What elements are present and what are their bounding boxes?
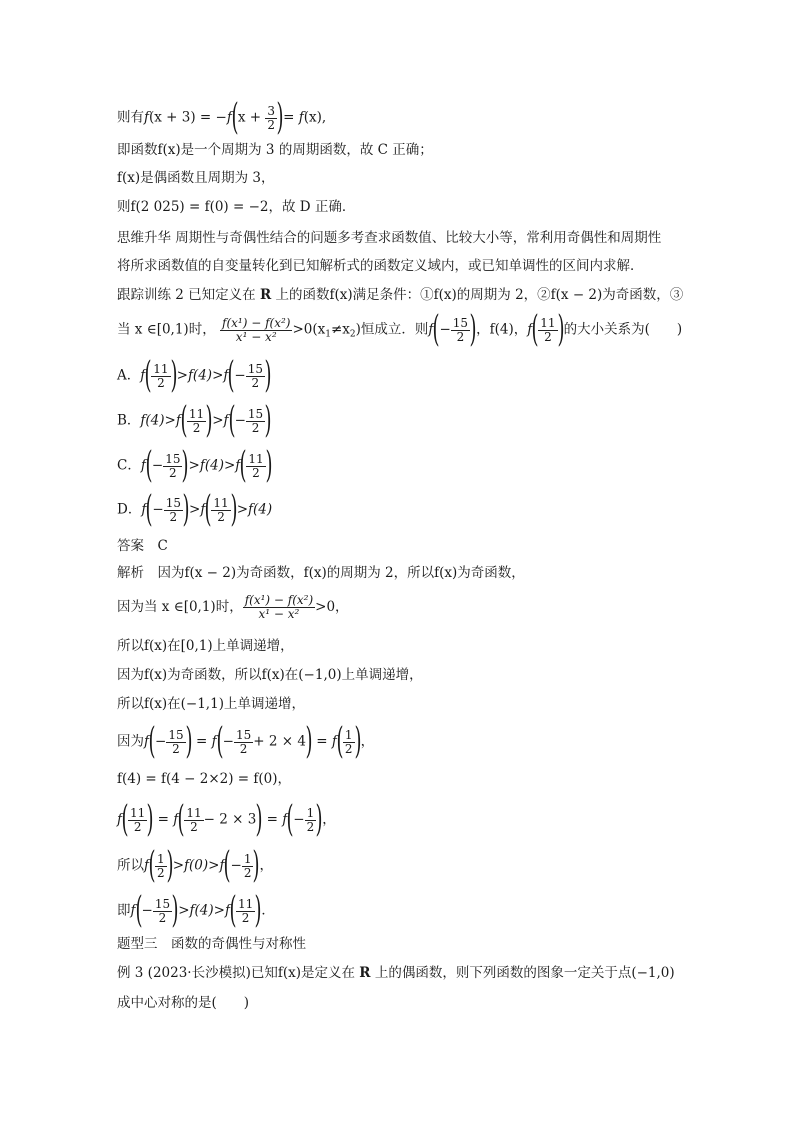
example-line-1 — [117, 963, 675, 983]
numerator: 15 — [154, 896, 171, 911]
f4: f(4) — [248, 501, 273, 518]
text: )恒成立．则 — [355, 321, 429, 338]
text: x + — [237, 109, 262, 126]
numerator: 11 — [237, 896, 254, 911]
denominator: 2 — [169, 465, 177, 480]
minus-sign: − — [439, 321, 451, 338]
f-symbol: f — [175, 412, 181, 429]
denominator: 2 — [252, 465, 260, 480]
solution-line-10 — [117, 890, 275, 931]
fraction — [163, 453, 182, 480]
bracket-right: ) — [557, 309, 565, 350]
gt: > — [213, 902, 225, 919]
denominator: x¹ − x² — [258, 607, 300, 621]
solution-line-4: 因为f(x)为奇函数，所以f(x)在(−1,0)上单调递增， — [117, 667, 423, 683]
bracket-left: ( — [145, 445, 153, 486]
bracket-left: ( — [135, 890, 143, 931]
f-symbol: f — [223, 367, 229, 384]
numerator: 11 — [186, 805, 202, 820]
f4: f(4) — [140, 412, 165, 429]
gt: > — [178, 902, 190, 919]
numerator: 11 — [130, 805, 146, 820]
numerator: 1 — [157, 851, 165, 866]
denominator: 2 — [267, 117, 276, 132]
f-symbol: f — [140, 367, 146, 384]
f-symbol: f — [200, 501, 206, 518]
gt: > — [212, 367, 224, 384]
gt: > — [189, 501, 201, 518]
f4: f(4) — [189, 902, 214, 919]
bracket-left: ( — [336, 721, 344, 762]
bracket-left: ( — [227, 355, 235, 396]
bracket-right: ) — [264, 400, 272, 441]
option-a[interactable] — [117, 355, 272, 396]
option-label: B． — [117, 412, 141, 429]
f-symbol: f — [144, 857, 149, 874]
numerator: 1 — [243, 851, 252, 866]
f-symbol: f — [527, 321, 533, 338]
minus-sign: − — [234, 367, 246, 384]
minus-sign: − — [151, 457, 164, 474]
fraction-monotonic — [243, 594, 315, 621]
f-symbol: f — [223, 412, 229, 429]
bracket-right: ) — [315, 799, 323, 840]
denominator: 2 — [251, 420, 260, 435]
answer: 答案 C — [117, 538, 168, 554]
bracket-left: ( — [148, 845, 156, 886]
minus-sign: − — [141, 902, 153, 919]
minus-sign: − — [293, 811, 305, 828]
line-1 — [117, 97, 327, 138]
bracket-right: ) — [146, 799, 154, 840]
fraction — [343, 729, 355, 756]
tip-line-2: 将所求函数值的自变量转化到已知解析式的函数定义域内，或已知单调性的区间内求解． — [117, 258, 644, 274]
denominator: 2 — [169, 509, 178, 524]
bracket-right: ) — [264, 355, 272, 396]
numerator: 1 — [344, 727, 353, 742]
numerator: 11 — [540, 315, 556, 330]
solution-line-6 — [117, 721, 375, 762]
text: = — [283, 109, 299, 126]
text: (x), — [303, 109, 327, 126]
numerator: 15 — [452, 315, 469, 330]
text: 上的偶函数，则下列函数的图象一定关于点(−1,0) — [370, 965, 675, 981]
f-symbol: f — [282, 811, 288, 828]
bracket-left: ( — [231, 97, 239, 138]
text: ≠x — [330, 321, 350, 338]
training-line-1 — [117, 285, 683, 305]
bracket-right: ) — [254, 890, 262, 931]
fraction — [305, 807, 317, 834]
f-symbol: f — [226, 109, 232, 126]
gt: > — [236, 501, 249, 518]
bracket-right: ) — [171, 890, 179, 931]
solution-line-7: f(4) = f(4 − 2×2) = f(0)， — [117, 771, 292, 787]
topic-heading: 题型三 函数的奇偶性与对称性 — [117, 936, 306, 952]
solution-line-3: 所以f(x)在[0,1)上单调递增， — [117, 638, 294, 654]
fraction — [265, 105, 277, 132]
bracket-left: ( — [177, 799, 185, 840]
line-2: 即函数f(x)是一个周期为 3 的周期函数，故 C 正确； — [117, 142, 433, 158]
bracket-left: ( — [286, 799, 294, 840]
bracket-right: ) — [255, 799, 263, 840]
f-symbol: f — [144, 109, 149, 126]
minus-sign: − — [155, 733, 167, 750]
minus-sign: − — [234, 412, 246, 429]
bracket-left: ( — [145, 489, 153, 530]
equals: = — [191, 733, 212, 750]
real-set: R — [359, 965, 371, 981]
text: ，f(4)， — [476, 321, 528, 338]
numerator: 3 — [267, 103, 276, 118]
gt: > — [176, 367, 188, 384]
denominator: 2 — [157, 375, 165, 390]
fraction — [246, 363, 265, 390]
f-symbol: f — [298, 109, 304, 126]
denominator: 2 — [172, 741, 180, 756]
f-symbol: f — [211, 733, 217, 750]
bracket-right: ) — [182, 489, 190, 530]
f-symbol: f — [173, 811, 179, 828]
numerator: 1 — [306, 805, 315, 820]
numerator: f(x¹) − f(x²) — [244, 593, 314, 607]
denominator: 2 — [217, 509, 225, 524]
bracket-right: ) — [166, 845, 174, 886]
bracket-left: ( — [148, 721, 156, 762]
numerator: 11 — [248, 451, 264, 466]
minus-sign: − — [230, 857, 242, 874]
text: 上的函数f(x)满足条件：①f(x)的周期为 2，②f(x − 2)为奇函数，③ — [271, 287, 684, 303]
option-label: A． — [117, 367, 141, 384]
comma: ， — [259, 857, 274, 874]
bracket-right: ) — [252, 845, 261, 886]
bracket-right: ) — [354, 721, 362, 762]
fraction — [246, 408, 265, 435]
bracket-left: ( — [216, 721, 224, 762]
equals: = — [153, 811, 174, 828]
denominator: 2 — [192, 420, 201, 435]
comma: ， — [322, 811, 336, 828]
fraction — [451, 317, 470, 344]
text: 跟踪训练 2 已知定义在 — [117, 287, 260, 303]
subscript: 2 — [349, 329, 356, 340]
text: 即 — [117, 902, 131, 919]
text: (x + 3) = − — [149, 109, 227, 126]
bracket-left: ( — [239, 445, 247, 486]
fraction — [155, 853, 167, 880]
denominator: 2 — [241, 910, 250, 925]
fraction — [538, 317, 557, 344]
gt: > — [188, 457, 200, 474]
bracket-right: ) — [276, 97, 284, 138]
numerator: 15 — [235, 727, 252, 742]
minus-sign: − — [152, 501, 164, 518]
bracket-left: ( — [204, 489, 212, 530]
text: >f(0)> — [172, 857, 220, 874]
text: − 2 × 3 — [203, 811, 257, 828]
option-c[interactable] — [117, 445, 273, 486]
fraction — [234, 729, 253, 756]
fraction — [128, 807, 147, 834]
denominator: 2 — [243, 865, 252, 880]
fraction — [184, 807, 203, 834]
text: 因为 — [117, 733, 144, 750]
text: 例 3 (2023·长沙模拟)已知f(x)是定义在 — [117, 965, 360, 981]
text: 当 x ∈[0,1)时， — [117, 321, 216, 338]
bracket-right: ) — [170, 355, 178, 396]
equals: = — [262, 811, 283, 828]
bracket-left: ( — [432, 309, 440, 350]
real-set: R — [259, 287, 272, 303]
option-label: C． — [117, 457, 141, 474]
solution-line-9 — [117, 845, 274, 886]
denominator: 2 — [306, 819, 315, 834]
f-symbol: f — [224, 902, 230, 919]
denominator: x¹ − x² — [235, 329, 277, 344]
bracket-right: ) — [265, 445, 273, 486]
numerator: 11 — [213, 495, 229, 510]
minus-sign: − — [222, 733, 234, 750]
f4: f(4) — [199, 457, 224, 474]
numerator: 15 — [165, 451, 181, 466]
f-symbol: f — [235, 457, 241, 474]
equals: = — [311, 733, 332, 750]
text: >0， — [315, 599, 349, 615]
denominator: 2 — [133, 819, 142, 834]
denominator: 2 — [190, 819, 198, 834]
denominator: 2 — [456, 329, 465, 344]
solution-line-1: 解析 因为f(x − 2)为奇函数，f(x)的周期为 2，所以f(x)为奇函数， — [117, 565, 525, 581]
option-label: D． — [117, 501, 142, 518]
numerator: 15 — [247, 406, 264, 421]
bracket-left: ( — [228, 400, 236, 441]
fraction — [187, 408, 206, 435]
f-symbol: f — [219, 857, 225, 874]
subscript: 1 — [325, 329, 331, 340]
line-4: 则f(2 025) = f(0) = −2，故 D 正确． — [117, 199, 356, 215]
fraction — [164, 497, 183, 524]
bracket-left: ( — [229, 890, 237, 931]
gt: > — [223, 457, 236, 474]
f-symbol: f — [117, 811, 122, 828]
example-line-2: 成中心对称的是( ) — [117, 995, 250, 1011]
solution-line-8 — [117, 799, 336, 840]
bracket-left: ( — [144, 355, 152, 396]
fraction — [211, 497, 230, 524]
denominator: 2 — [544, 329, 552, 344]
text: >0(x — [292, 321, 326, 338]
bracket-right: ) — [185, 721, 193, 762]
period: ． — [261, 902, 275, 919]
bracket-right: ) — [230, 489, 238, 530]
numerator: 11 — [153, 361, 169, 376]
numerator: f(x¹) − f(x²) — [222, 315, 291, 330]
option-b[interactable] — [117, 400, 272, 441]
comma: ， — [360, 733, 375, 750]
f-symbol: f — [144, 733, 149, 750]
denominator: 2 — [157, 865, 165, 880]
gt: > — [212, 412, 224, 429]
option-d[interactable] — [117, 489, 273, 530]
denominator: 2 — [239, 741, 248, 756]
text: 则有 — [117, 109, 144, 126]
f4: f(4) — [187, 367, 213, 384]
numerator: 11 — [188, 406, 205, 421]
bracket-right: ) — [205, 400, 213, 441]
bracket-right: ) — [181, 445, 190, 486]
bracket-left: ( — [531, 309, 539, 350]
fraction-monotonic — [220, 317, 292, 344]
denominator: 2 — [251, 375, 260, 390]
text: 因为当 x ∈[0,1)时， — [117, 599, 243, 615]
text: 的大小关系为( ) — [563, 321, 683, 338]
f-symbol: f — [428, 321, 434, 338]
numerator: 15 — [168, 727, 184, 742]
text: + 2 × 4 — [253, 733, 306, 750]
fraction — [151, 363, 170, 390]
fraction — [246, 453, 265, 480]
numerator: 15 — [247, 361, 264, 376]
line-3: f(x)是偶函数且周期为 3， — [117, 170, 275, 186]
solution-line-2 — [117, 594, 349, 621]
f-symbol: f — [141, 501, 147, 518]
bracket-right: ) — [469, 309, 477, 350]
text: 所以 — [117, 857, 144, 874]
f-symbol: f — [331, 733, 337, 750]
f-symbol: f — [140, 457, 146, 474]
numerator: 15 — [165, 495, 181, 510]
fraction — [236, 898, 255, 925]
training-line-2 — [117, 309, 683, 350]
fraction — [166, 729, 185, 756]
bracket-left: ( — [180, 400, 188, 441]
fraction — [153, 898, 172, 925]
denominator: 2 — [158, 910, 167, 925]
solution-line-5: 所以f(x)在(−1,1)上单调递增， — [117, 696, 305, 712]
bracket-left: ( — [223, 845, 232, 886]
bracket-right: ) — [305, 721, 313, 762]
tip-line-1: 思维升华 周期性与奇偶性结合的问题多考查求函数值、比较大小等，常利用奇偶性和周期性 — [117, 230, 662, 246]
f-symbol: f — [130, 902, 136, 919]
denominator: 2 — [344, 741, 353, 756]
gt: > — [164, 412, 176, 429]
bracket-left: ( — [121, 799, 129, 840]
